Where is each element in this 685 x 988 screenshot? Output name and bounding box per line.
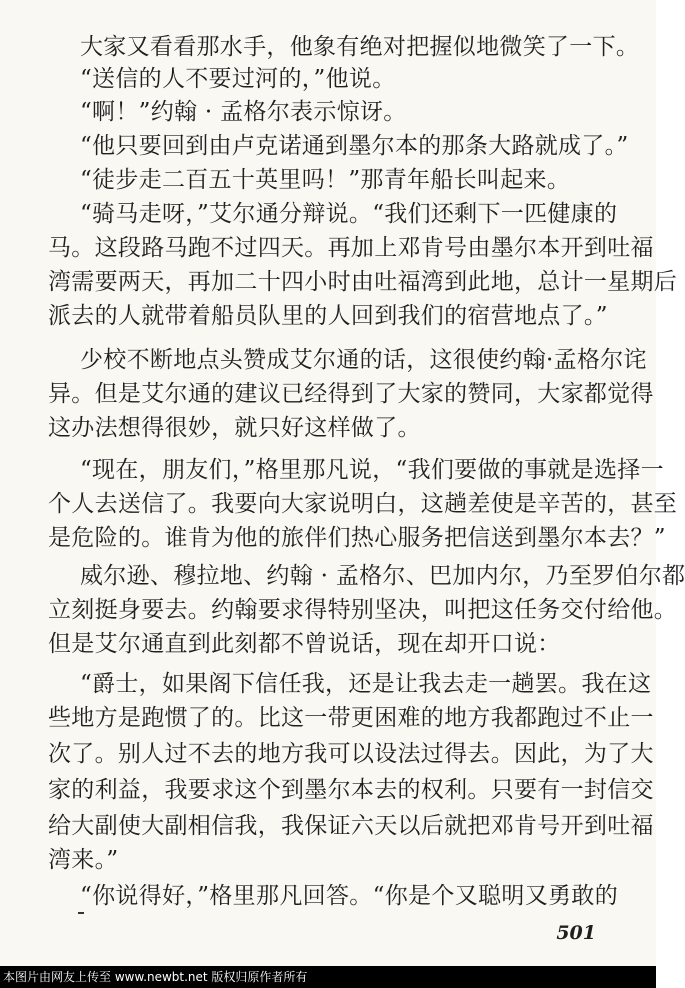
margin-mark <box>78 912 84 914</box>
text-line: “你说得好，”格里那凡回答。“你是个又聪明又勇敢的 <box>80 883 618 909</box>
text-line: 立刻挺身要去。约翰要求得特别坚决，叫把这任务交付给他。 <box>48 597 678 623</box>
text-line: “骑马走呀，”艾尔通分辩说。“我们还剩下一匹健康的 <box>80 201 618 227</box>
text-line: “现在，朋友们，”格里那凡说，“我们要做的事就是选择一 <box>80 457 664 483</box>
text-line: 给大副使大副相信我，我保证六天以后就把邓肯号开到吐福 <box>48 813 654 839</box>
watermark-text: 本图片由网友上传至 www.newbt.net 版权归原作者所有 <box>3 970 308 984</box>
watermark-bar <box>0 966 656 988</box>
text-line: 湾来。” <box>48 847 119 873</box>
text-line: 些地方是跑惯了的。比这一带更困难的地方我都跑过不止一 <box>48 705 654 731</box>
text-line: “他只要回到由卢克诺通到墨尔本的那条大路就成了。” <box>80 133 629 159</box>
text-line: “送信的人不要过河的，”他说。 <box>80 66 396 92</box>
text-line: 这办法想得很妙，就只好这样做了。 <box>48 415 421 441</box>
text-line: 派去的人就带着船员队里的人回到我们的宿营地点了。” <box>48 303 608 329</box>
text-line: 大家又看看那水手，他象有绝对把握似地微笑了一下。 <box>80 34 640 60</box>
text-line: 次了。别人过不去的地方我可以设法过得去。因此，为了大 <box>48 741 654 767</box>
text-line: “徒步走二百五十英里吗！”那青年船长叫起来。 <box>80 167 571 193</box>
text-line: 异。但是艾尔通的建议已经得到了大家的赞同，大家都觉得 <box>48 381 654 407</box>
text-line: 少校不断地点头赞成艾尔通的话，这很使约翰·孟格尔诧 <box>80 347 647 373</box>
text-line: “啊！”约翰 · 孟格尔表示惊讶。 <box>80 99 407 125</box>
page-number: 501 <box>556 922 596 944</box>
text-line: 是危险的。谁肯为他的旅伴们热心服务把信送到墨尔本去？” <box>48 525 666 551</box>
text-line: “爵士，如果阁下信任我，还是让我去走一趟罢。我在这 <box>80 671 652 697</box>
text-line: 威尔逊、穆拉地、约翰 · 孟格尔、巴加内尔，乃至罗伯尔都 <box>80 563 685 589</box>
text-line: 马。这段路马跑不过四天。再加上邓肯号由墨尔本开到吐福 <box>48 235 654 261</box>
text-line: 湾需要两天，再加二十四小时由吐福湾到此地，总计一星期后 <box>48 269 678 295</box>
text-line: 个人去送信了。我要向大家说明白，这趟差使是辛苦的，甚至 <box>48 491 678 517</box>
text-line: 家的利益，我要求这个到墨尔本去的权利。只要有一封信交 <box>48 777 654 803</box>
text-line: 但是艾尔通直到此刻都不曾说话，现在却开口说： <box>48 631 561 657</box>
